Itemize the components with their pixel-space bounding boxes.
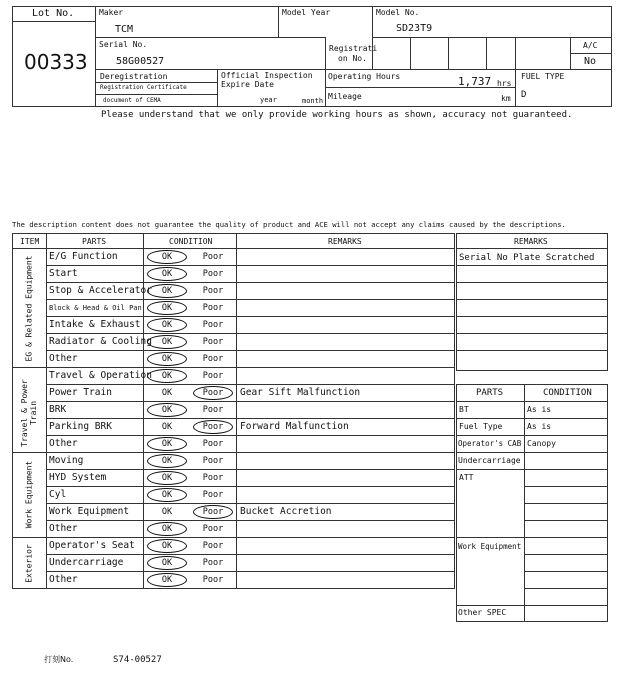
- row-part: Other: [49, 574, 78, 585]
- condition-ok: OK: [147, 556, 187, 570]
- model-no-label: Model No.: [376, 8, 420, 17]
- row-part: Radiator & Cooling: [49, 336, 152, 347]
- condition-ok: OK: [147, 352, 187, 366]
- spec-bt-label: BT: [459, 405, 469, 414]
- condition-ok: OK: [147, 522, 187, 536]
- official-inspection-label: Official Inspection: [221, 71, 313, 80]
- group-work-equipment: Work Equipment: [24, 460, 34, 529]
- hours-note: Please understand that we only provide working hours as shown, accuracy not guaranteed.: [101, 110, 573, 120]
- disclaimer: The description content does not guarantee the quality of product and ACE will not accept any claims caused by the descriptions.: [12, 220, 566, 229]
- spec-parts-header: PARTS: [476, 388, 504, 398]
- spec-fuel-label: Fuel Type: [459, 422, 503, 431]
- condition-ok: OK: [147, 267, 187, 281]
- row-part: Intake & Exhaust: [49, 319, 141, 330]
- maker-value: TCM: [115, 24, 134, 35]
- row-remark: Bucket Accretion: [240, 506, 332, 517]
- month-label: month: [302, 97, 324, 105]
- condition-poor: Poor: [202, 337, 224, 347]
- right-remarks-header: REMARKS: [514, 237, 548, 246]
- condition-poor: Poor: [193, 386, 233, 400]
- group-travel-power: Travel & Power Train: [20, 379, 38, 447]
- col-remarks: REMARKS: [328, 237, 362, 246]
- condition-poor: Poor: [202, 541, 224, 551]
- row-part: Other: [49, 353, 78, 364]
- condition-poor: Poor: [202, 558, 224, 568]
- condition-ok: OK: [147, 437, 187, 451]
- condition-poor: Poor: [193, 420, 233, 434]
- condition-poor: Poor: [202, 252, 224, 262]
- reg-cert-label: Registration Certificate: [100, 84, 187, 91]
- condition-ok: OK: [147, 301, 187, 315]
- row-part: Start: [49, 268, 78, 279]
- spec-work-equipment-label: Work Equipment: [458, 542, 522, 551]
- right-remark-first: Serial No Plate Scratched: [459, 253, 595, 263]
- row-part: E/G Function: [49, 251, 118, 262]
- hrs-unit: hrs: [497, 79, 512, 88]
- row-part: Block & Head & Oil Pan: [49, 304, 142, 312]
- condition-poor: Poor: [202, 371, 224, 381]
- row-part: Undercarriage: [49, 557, 124, 568]
- registration-label: Registrati: [329, 44, 378, 53]
- serial-no-value: 58G00527: [116, 56, 165, 67]
- maker-label: Maker: [99, 8, 124, 17]
- model-year-label: Model Year: [282, 8, 331, 17]
- row-part: Work Equipment: [49, 506, 130, 517]
- condition-ok: OK: [147, 335, 187, 349]
- spec-condition-header: CONDITION: [543, 388, 592, 398]
- row-part: Other: [49, 523, 78, 534]
- row-part: Cyl: [49, 489, 67, 500]
- fuel-type-value: D: [521, 90, 527, 100]
- cema-label: document of CEMA: [103, 97, 161, 104]
- condition-poor: Poor: [202, 354, 224, 364]
- row-remark: Forward Malfunction: [240, 421, 349, 432]
- mileage-label: Mileage: [328, 92, 362, 101]
- operating-hours-value: 1,737: [458, 75, 492, 88]
- ac-value: No: [584, 56, 597, 67]
- condition-ok: OK: [147, 318, 187, 332]
- col-condition: CONDITION: [169, 237, 213, 246]
- row-part: Travel & Operation: [49, 370, 152, 381]
- row-part: BRK: [49, 404, 67, 415]
- condition-ok: OK: [147, 539, 187, 553]
- year-label: year: [260, 96, 277, 104]
- operating-hours-label: Operating Hours: [328, 72, 401, 81]
- condition-ok: OK: [147, 403, 187, 417]
- stamp-label: 打刻No.: [44, 655, 74, 664]
- lot-no-label: Lot No.: [32, 8, 75, 19]
- condition-ok: OK: [147, 284, 187, 298]
- row-remark: Gear Sift Malfunction: [240, 387, 361, 398]
- condition-poor: Poor: [202, 286, 224, 296]
- spec-cab-value: Canopy: [527, 439, 556, 448]
- fuel-type-label: FUEL TYPE: [521, 72, 565, 81]
- spec-undercarriage-label: Undercarriage: [458, 456, 521, 465]
- condition-ok: OK: [147, 471, 187, 485]
- stamp-value: S74-00527: [113, 655, 162, 665]
- row-part: Other: [49, 438, 78, 449]
- model-no-value: SD23T9: [396, 23, 433, 34]
- condition-poor: Poor: [202, 439, 224, 449]
- condition-poor: Poor: [193, 505, 233, 519]
- condition-ok: OK: [147, 454, 187, 468]
- row-part: Operator's Seat: [49, 540, 135, 551]
- spec-fuel-value: As is: [527, 422, 552, 431]
- condition-ok: OK: [161, 388, 173, 398]
- condition-ok: OK: [147, 250, 187, 264]
- row-part: Stop & Accelerator: [49, 285, 152, 296]
- group-eg: EG & Related Equipment: [24, 255, 34, 362]
- spec-att-label: ATT: [459, 473, 474, 482]
- lot-no: 00333: [24, 50, 88, 74]
- condition-ok: OK: [147, 369, 187, 383]
- condition-poor: Poor: [202, 575, 224, 585]
- row-part: Power Train: [49, 387, 112, 398]
- row-part: Parking BRK: [49, 421, 112, 432]
- condition-ok: OK: [147, 488, 187, 502]
- condition-poor: Poor: [202, 524, 224, 534]
- condition-poor: Poor: [202, 405, 224, 415]
- condition-poor: Poor: [202, 269, 224, 279]
- condition-poor: Poor: [202, 320, 224, 330]
- condition-ok: OK: [161, 507, 173, 517]
- condition-poor: Poor: [202, 473, 224, 483]
- condition-poor: Poor: [202, 490, 224, 500]
- condition-poor: Poor: [202, 456, 224, 466]
- spec-cab-label: Operator's CAB: [458, 439, 522, 448]
- deregistration-label: Deregistration: [100, 72, 168, 81]
- condition-ok: OK: [161, 422, 173, 432]
- col-item: ITEM: [20, 237, 40, 246]
- row-part: HYD System: [49, 472, 107, 483]
- row-part: Moving: [49, 455, 84, 466]
- group-exterior: Exterior: [24, 544, 34, 583]
- km-unit: km: [501, 94, 511, 103]
- spec-bt-value: As is: [527, 405, 552, 414]
- col-parts: PARTS: [82, 237, 107, 246]
- expire-date-label: Expire Date: [221, 80, 274, 89]
- spec-other-label: Other SPEC: [458, 608, 507, 617]
- condition-ok: OK: [147, 573, 187, 587]
- serial-no-label: Serial No.: [99, 40, 148, 49]
- condition-poor: Poor: [202, 303, 224, 313]
- ac-label: A/C: [583, 41, 598, 50]
- registration-label-2: on No.: [338, 54, 367, 63]
